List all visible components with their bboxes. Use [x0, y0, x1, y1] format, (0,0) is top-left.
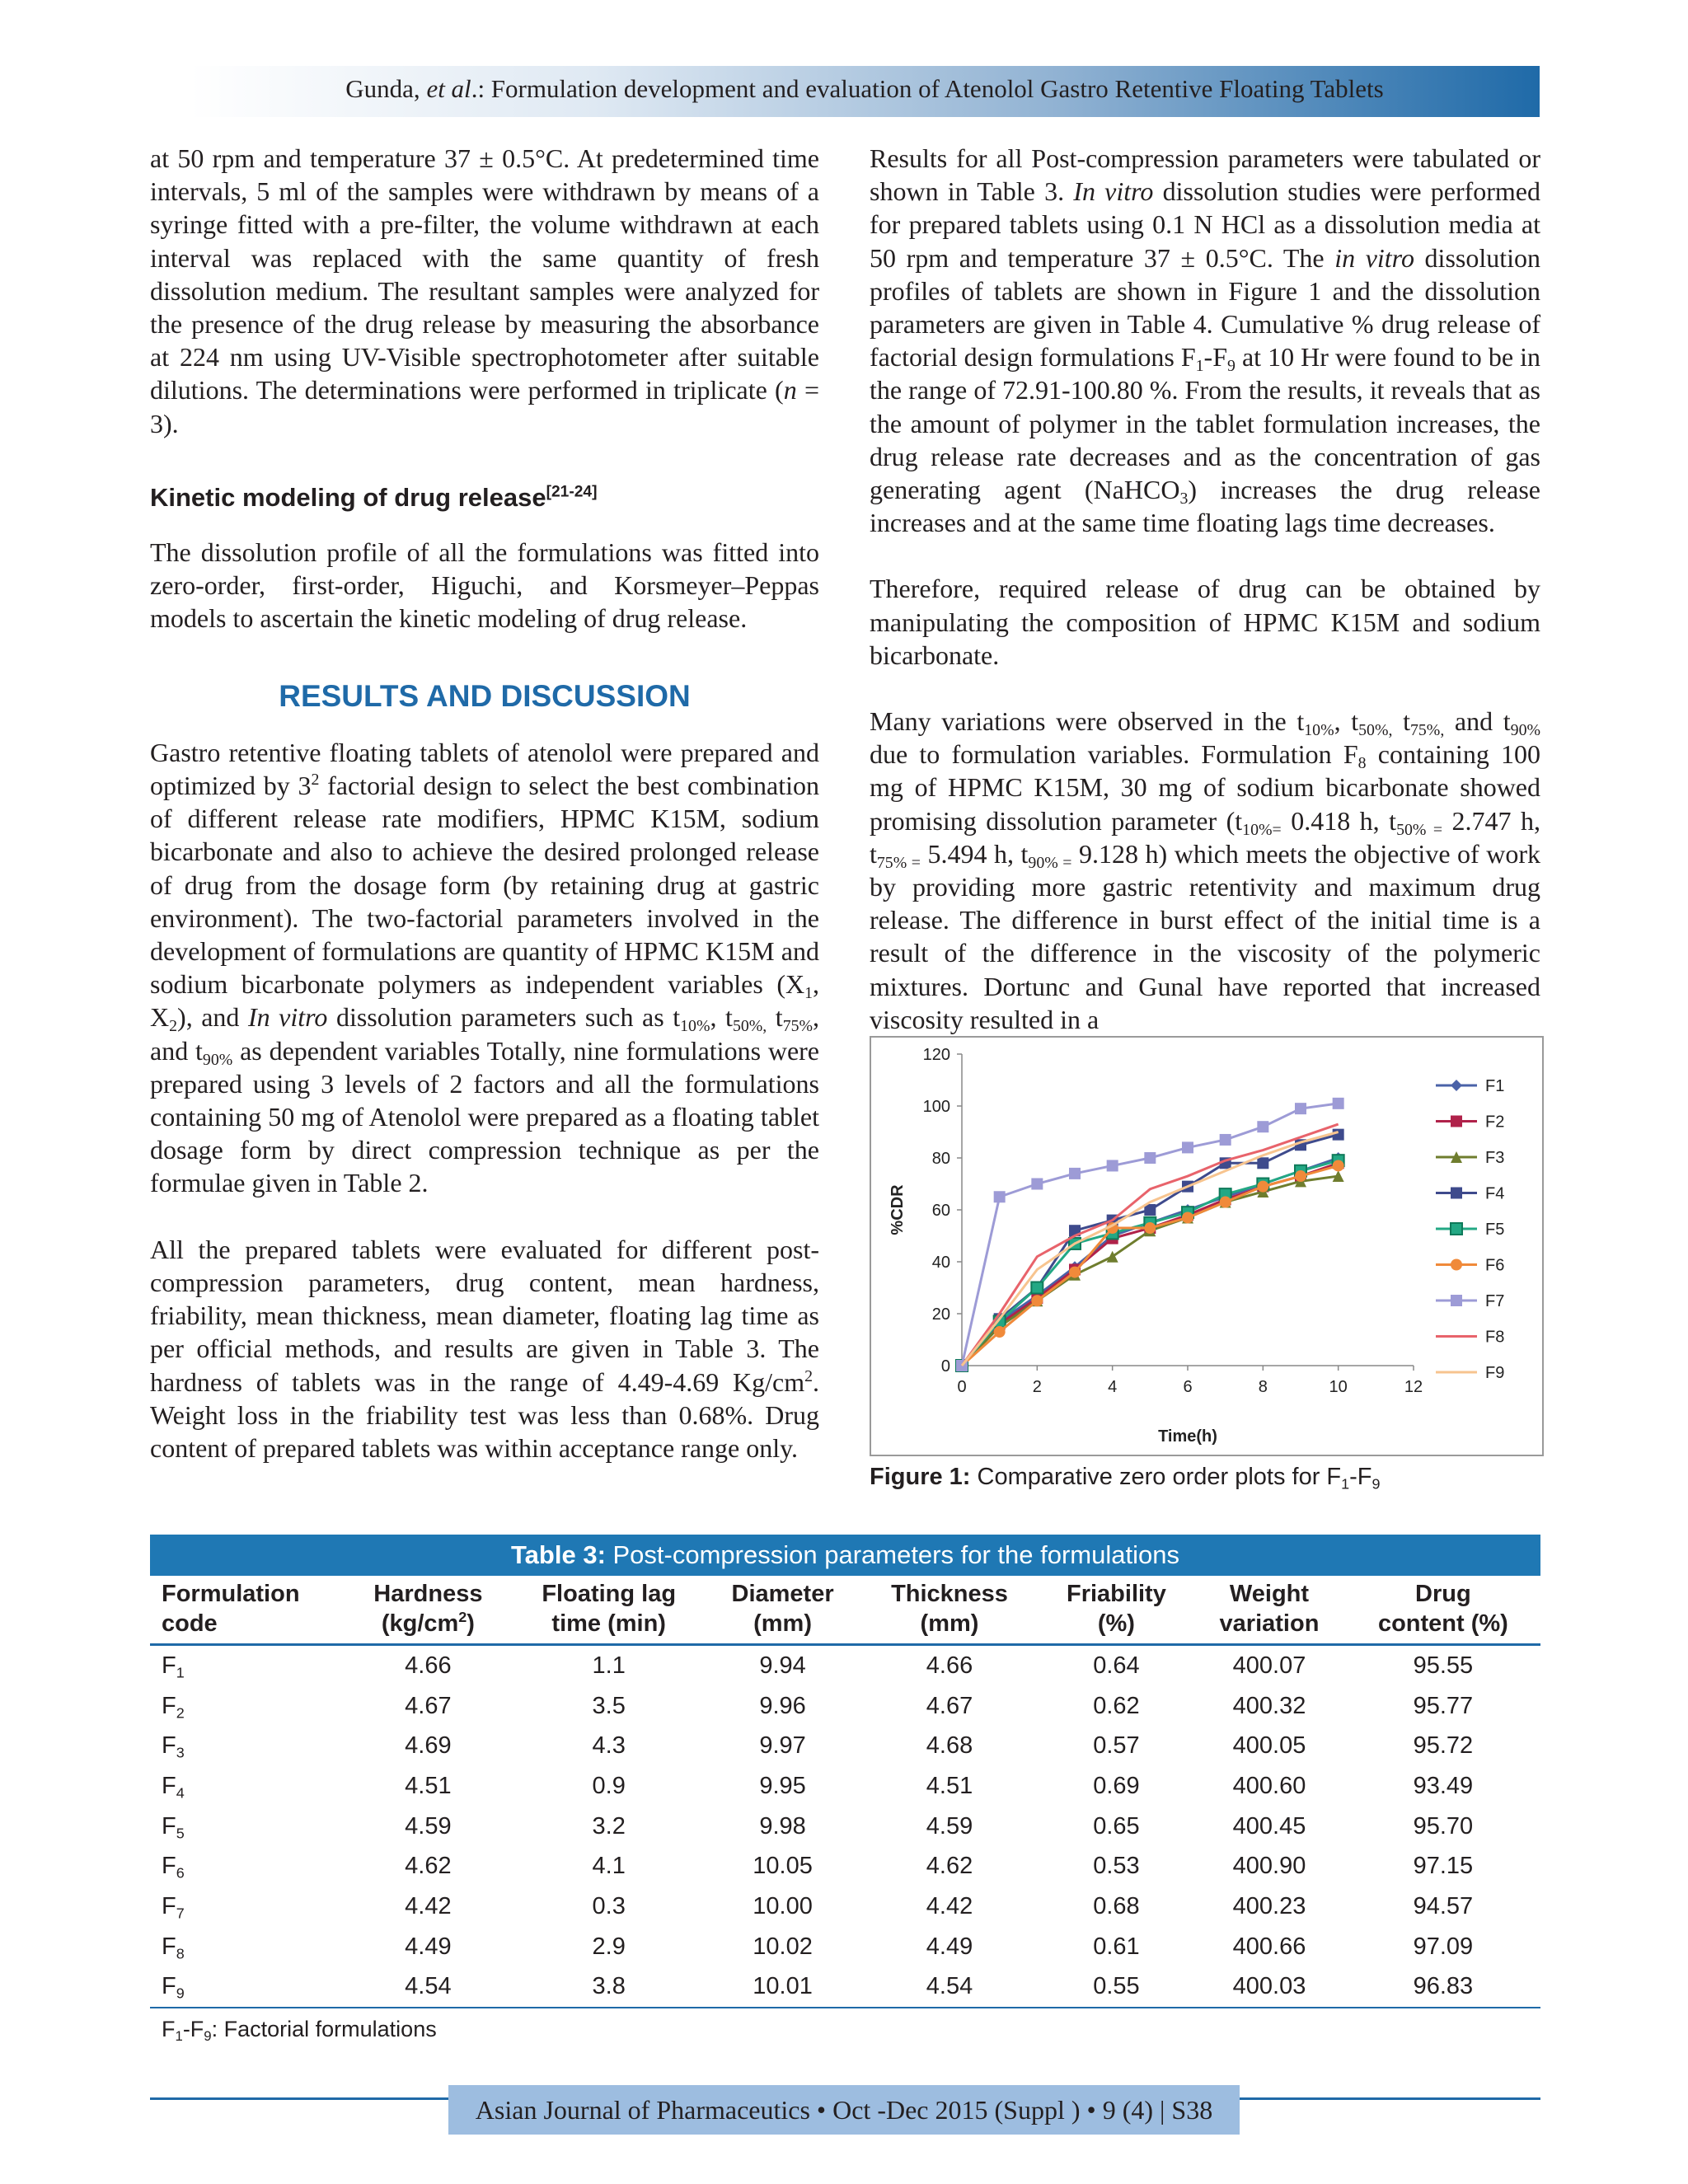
point-f6: [1333, 1160, 1344, 1171]
legend-marker-f7: [1451, 1295, 1462, 1306]
post-compression-table: [150, 1576, 1540, 2008]
table-header-cell: Drug content (%): [1346, 1576, 1540, 1645]
point-f7: [1031, 1179, 1043, 1190]
table-3: [150, 1535, 1540, 2045]
table-cell: 3.8: [512, 1967, 706, 2008]
table-cell: 0.3: [592, 1892, 626, 1919]
table-cell: 0.68: [1093, 1892, 1140, 1919]
y-tick-label: 0: [940, 1357, 950, 1376]
formulation-code-cell: $F_4$: [162, 1772, 185, 1802]
table-cell: 10.02: [753, 1933, 813, 1960]
running-header: [190, 66, 1540, 117]
table-cell: 4.66: [405, 1652, 452, 1679]
table-cell: 4.42: [405, 1892, 452, 1919]
table-cell: 9.98: [759, 1812, 806, 1840]
series-line-f6: [962, 1165, 1339, 1366]
table-cell: 400.03: [1193, 1967, 1346, 2008]
table-cell: 97.15: [1413, 1853, 1474, 1880]
table-header-row: [150, 1576, 1540, 1645]
table-cell: 95.72: [1413, 1732, 1474, 1760]
legend-marker-f6: [1451, 1259, 1462, 1271]
table-cell: 95.55: [1413, 1652, 1474, 1679]
table-cell: 400.66: [1232, 1933, 1306, 1960]
figure-1-chart: [870, 1036, 1544, 1456]
x-tick-label: 6: [1183, 1378, 1193, 1396]
table-cell: 97.09: [1413, 1933, 1474, 1960]
table-cell: 4.54: [859, 1967, 1039, 2008]
point-f7: [994, 1191, 1006, 1202]
y-tick-label: 20: [931, 1305, 950, 1324]
table-cell: 9.96: [759, 1692, 806, 1719]
kinetic-paragraph: The dissolution profile of all the formulations was fitted into zero-order, first-order, Higuchi, and Korsmeyer–Peppas models to ascertain the kinetic modeling of drug release.: [150, 537, 819, 634]
table-row: [150, 1686, 1540, 1727]
table-row: [150, 1846, 1540, 1886]
dissolution-paragraph: Results for all Post-compression parameters were tabulated or shown in Table 3. In vitro dissolution studies were performed for prepared tablets using 0.1 N HCl as a dissolution media at 50 rpm and temperature 37 ± 0.5°C. The in vitro dissolution profiles of tablets are shown in Figure 1 and the dissolution parameters are given in Table 4. Cumulative % drug release of factorial design formulations $F_1-F_9$ at 10 Hr were found to be in the range of 72.91-100.80 %. From the results, it reveals that as the amount of polymer in the tablet formulation increases, the drug release rate decreases and as the concentration of gas generating agent (NaHCO$_3$) increases the drug release increases and at the same time floating lags time decreases.: [870, 143, 1541, 538]
y-tick-label: 100: [922, 1098, 950, 1116]
table-cell: 0.64: [1093, 1652, 1140, 1679]
section-title: RESULTS AND DISCUSSION: [279, 678, 691, 713]
table-cell: 2.9: [592, 1933, 626, 1960]
point-f4: [1257, 1157, 1268, 1169]
table-row: [150, 1645, 1540, 1686]
table-row: [150, 1807, 1540, 1847]
table-cell: 0.65: [1093, 1812, 1140, 1840]
y-tick-label: 120: [922, 1046, 950, 1064]
table-cell: 4.51: [926, 1772, 973, 1799]
legend-label-f6: F6: [1485, 1256, 1505, 1275]
methods-paragraph: at 50 rpm and temperature 37 ± 0.5°C. At predetermined time intervals, 5 ml of the samples were withdrawn by means of a syringe fitted with a pre-filter, the volume withdrawn at each interval was replaced with the same quantity of fresh dissolution medium. The resultant samples were analyzed for the presence of the drug release by measuring the absorbance at 224 nm using UV-Visible spectrophotometer after suitable dilutions. The determinations were performed in triplicate (n = 3).: [150, 143, 820, 438]
formulation-code-cell: $F_3$: [162, 1732, 185, 1761]
point-f7: [1257, 1121, 1268, 1132]
table-row: [150, 1927, 1540, 1967]
point-f6: [1295, 1170, 1306, 1182]
table-cell: 10.05: [753, 1853, 813, 1880]
table-cell: 4.67: [926, 1692, 973, 1719]
table-cell: 95.70: [1413, 1812, 1474, 1840]
header-etal: et al: [426, 74, 471, 103]
table-body: [150, 1645, 1540, 2008]
footer-rule-left: [150, 2097, 448, 2100]
legend-marker-f1: [1451, 1080, 1462, 1091]
evaluation-paragraph: All the prepared tablets were evaluated for different post-compression parameters, drug content, mean hardness, friability, mean thickness, mean diameter, floating lag time as per official methods, and results are given in Table 3. The hardness of tablets was in the range of 4.49-4.69 $Kg/cm^2$. Weight loss in the friability test was less than 0.68%. Drug content of prepared tablets was within acceptance range only.: [150, 1234, 819, 1463]
table-row: [150, 1726, 1540, 1766]
table-title: Table 3: Post-compression parameters for the formulations: [150, 1535, 1540, 1576]
legend-label-f9: F9: [1485, 1364, 1505, 1382]
figure-caption: Figure 1: Comparative zero order plots for $F_1-F_9$: [870, 1464, 1381, 1493]
journal-footer: Asian Journal of Pharmaceutics • Oct -Dec 2015 (Suppl ) • 9 (4) | S38: [448, 2085, 1240, 2135]
legend-marker-f5: [1451, 1223, 1462, 1235]
table-cell: 4.51: [405, 1772, 452, 1799]
formulation-code-cell: $F_2$: [162, 1692, 185, 1721]
point-f7: [1295, 1103, 1306, 1114]
table-cell: 0.57: [1093, 1732, 1140, 1760]
point-f6: [1144, 1222, 1156, 1234]
table-cell: 400.07: [1232, 1652, 1306, 1679]
table-cell: 4.59: [926, 1812, 973, 1840]
table-cell: 0.61: [1093, 1933, 1140, 1960]
point-f6: [1220, 1197, 1231, 1208]
table-cell: 4.1: [592, 1853, 626, 1880]
legend-label-f1: F1: [1485, 1077, 1505, 1095]
table-cell: 0.9: [592, 1772, 626, 1799]
legend-label-f5: F5: [1485, 1221, 1505, 1239]
table-cell: 4.67: [405, 1692, 452, 1719]
table-cell: 4.54: [345, 1967, 511, 2008]
y-axis-label: %CDR: [889, 1184, 907, 1235]
y-tick-label: 60: [931, 1202, 950, 1220]
table-cell: 400.23: [1232, 1892, 1306, 1919]
table-row: [150, 1886, 1540, 1927]
table-cell: 4.3: [592, 1732, 626, 1760]
legend-marker-f2: [1451, 1116, 1462, 1127]
table-cell: 4.62: [926, 1853, 973, 1880]
point-f7: [1107, 1160, 1118, 1171]
x-tick-label: 8: [1258, 1378, 1268, 1396]
series-line-f9: [962, 1132, 1339, 1366]
series-line-f2: [962, 1163, 1339, 1366]
kinetic-heading: Kinetic modeling of drug release[21-24]: [150, 482, 598, 512]
point-f6: [994, 1326, 1006, 1338]
right-column: [870, 142, 1540, 1036]
point-f7: [1333, 1098, 1344, 1109]
header-author: Gunda,: [345, 74, 427, 103]
table-cell: 4.42: [926, 1892, 973, 1919]
point-f6: [1257, 1181, 1268, 1193]
legend-label-f8: F8: [1485, 1328, 1505, 1347]
table-cell: 0.53: [1093, 1853, 1140, 1880]
table-cell: 10.01: [706, 1967, 860, 2008]
table-header-cell: Hardness $(kg/cm^2)$: [345, 1576, 511, 1645]
table-cell: 3.2: [592, 1812, 626, 1840]
table-cell: 93.49: [1413, 1772, 1474, 1799]
table-header-cell: Diameter (mm): [706, 1576, 860, 1645]
table-cell: 4.49: [926, 1933, 973, 1960]
table-cell: 9.94: [759, 1652, 806, 1679]
table-cell: 10.00: [753, 1892, 813, 1919]
y-tick-label: 80: [931, 1150, 950, 1168]
table-cell: 400.60: [1232, 1772, 1306, 1799]
point-f4: [1333, 1129, 1344, 1141]
table-cell: 4.66: [926, 1652, 973, 1679]
x-tick-label: 2: [1032, 1378, 1042, 1396]
legend-label-f7: F7: [1485, 1292, 1505, 1310]
table-cell: 400.32: [1232, 1692, 1306, 1719]
table-cell: 4.62: [405, 1853, 452, 1880]
x-tick-label: 0: [957, 1378, 967, 1396]
point-f6: [1182, 1212, 1193, 1223]
results-paragraph: Gastro retentive floating tablets of atenolol were prepared and optimized by $3^2$ factorial design to select the best combination of different release rate modifiers, HPMC K15M, sodium bicarbonate and also to achieve the desired prolonged release of drug from the dosage form (by retaining drug at gastric environment). The two-factorial parameters involved in the development of formulations are quantity of HPMC K15M and sodium bicarbonate polymers as independent variables ($X_1$, $X_2$), and In vitro dissolution parameters such as $t_{10\%}$, $t_{50\%,}$ $t_{75\%}$, and $t_{90\%}$ as dependent variables Totally, nine formulations were prepared using 3 levels of 2 factors and all the formulations containing 50 mg of Atenolol were prepared as a floating tablet dosage form by direct compression technique as per the formulae given in Table 2.: [150, 737, 820, 1198]
table-header-cell: Friability (%): [1040, 1576, 1193, 1645]
table-cell: 9.95: [759, 1772, 806, 1799]
chart-svg: [871, 1038, 1542, 1455]
header-title: .: Formulation development and evaluation of Atenolol Gastro Retentive Floating Tablets: [471, 74, 1384, 103]
table-cell: 4.68: [926, 1732, 973, 1760]
table-row: [150, 1766, 1540, 1807]
x-tick-label: 12: [1404, 1378, 1423, 1396]
point-f7: [1220, 1134, 1231, 1146]
legend-marker-f4: [1451, 1188, 1462, 1199]
table-cell: 4.49: [405, 1933, 452, 1960]
point-f5: [1031, 1282, 1043, 1294]
formulation-code-cell: $F_5$: [162, 1812, 185, 1841]
table-cell: 0.55: [1040, 1967, 1193, 2008]
formulation-code-cell: $F_1$: [162, 1652, 185, 1681]
table-cell: 400.90: [1232, 1853, 1306, 1880]
variations-paragraph: Many variations were observed in the $t_{10\%}$, $t_{50\%,}$ $t_{75\%,}$ and $t_{90\%}$ due to formulation variables. Formulation $F_8$ containing 100 mg of HPMC K15M, 30 mg of sodium bicarbonate showed promising dissolution parameter ($t_{10\%=}$ 0.418 h, $t_{50\% =}$ 2.747 h, $t_{75\% =}$ 5.494 h, $t_{90\% =}$ 9.128 h) which meets the objective of work by providing more gastric retentivity and maximum drug release. The difference in burst effect of the initial time is a result of the difference in the viscosity of the polymeric mixtures. Dortunc and Gunal have reported that increased viscosity resulted in a: [870, 706, 1541, 1034]
formulation-code-cell: $F_9$: [150, 1967, 345, 2008]
table-header-cell: Weight variation: [1193, 1576, 1346, 1645]
table-cell: 94.57: [1413, 1892, 1474, 1919]
x-tick-label: 4: [1108, 1378, 1118, 1396]
point-f6: [1031, 1295, 1043, 1306]
y-tick-label: 40: [931, 1254, 950, 1272]
point-f7: [1069, 1168, 1081, 1179]
formulation-code-cell: $F_7$: [162, 1892, 185, 1922]
table-header-cell: Formulation code: [150, 1576, 345, 1645]
point-f7: [1144, 1152, 1156, 1164]
table-cell: 0.69: [1093, 1772, 1140, 1799]
table-cell: 4.69: [405, 1732, 452, 1760]
legend-label-f3: F3: [1485, 1149, 1505, 1167]
running-header-text: [190, 74, 1540, 104]
footer-rule-right: [1240, 2097, 1540, 2100]
table-cell: 1.1: [592, 1652, 626, 1679]
table-cell: 400.05: [1232, 1732, 1306, 1760]
legend-label-f4: F4: [1485, 1184, 1505, 1203]
point-f6: [1069, 1267, 1081, 1278]
x-tick-label: 10: [1329, 1378, 1348, 1396]
table-cell: 4.59: [405, 1812, 452, 1840]
series-line-f4: [962, 1135, 1339, 1366]
table-header-cell: Floating lag time (min): [512, 1576, 706, 1645]
table-footnote: $F_1-F_9$: Factorial formulations: [162, 2017, 437, 2045]
formulation-code-cell: $F_8$: [162, 1933, 185, 1962]
table-header-cell: Thickness (mm): [859, 1576, 1039, 1645]
left-column: [150, 142, 819, 1465]
table-cell: 400.45: [1232, 1812, 1306, 1840]
legend-label-f2: F2: [1485, 1113, 1505, 1132]
table-cell: 96.83: [1346, 1967, 1540, 2008]
therefore-paragraph: Therefore, required release of drug can be obtained by manipulating the composition of HPMC K15M and sodium bicarbonate.: [870, 574, 1540, 670]
point-f7: [1182, 1141, 1193, 1153]
table-cell: 0.62: [1093, 1692, 1140, 1719]
formulation-code-cell: $F_6$: [162, 1853, 185, 1882]
x-axis-label: Time(h): [1158, 1427, 1217, 1446]
table-cell: 9.97: [759, 1732, 806, 1760]
table-cell: 3.5: [592, 1692, 626, 1719]
table-row: [150, 1967, 1540, 2008]
table-cell: 95.77: [1413, 1692, 1474, 1719]
